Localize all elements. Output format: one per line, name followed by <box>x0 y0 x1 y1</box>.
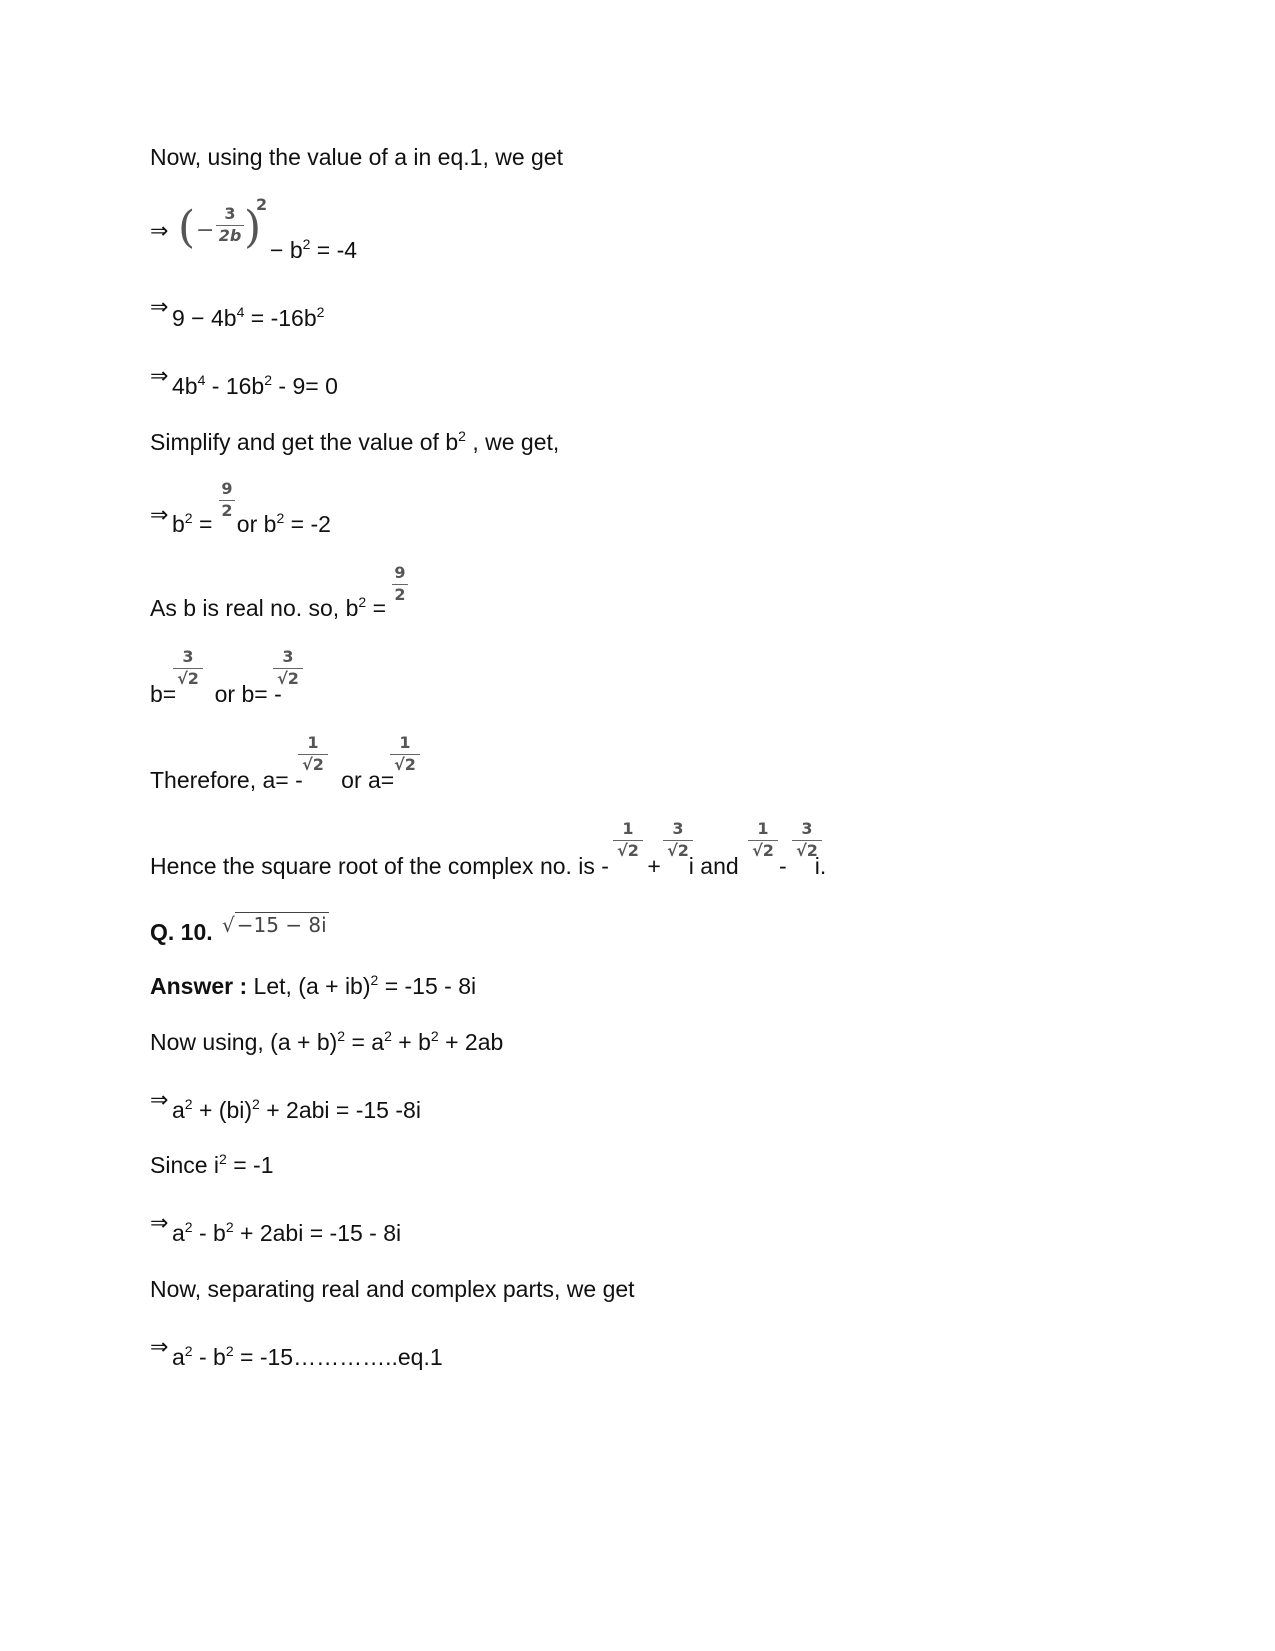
fraction-3-over-sqrt2 <box>663 820 693 860</box>
text-span: 4b <box>172 373 198 399</box>
text-span: = -2 <box>284 511 331 537</box>
numerator: 3 <box>224 204 236 223</box>
open-paren: ( <box>178 202 196 253</box>
text-line <box>270 236 357 264</box>
numerator: 3 <box>672 819 684 838</box>
text-span: or a= <box>334 767 395 793</box>
text-span: - b <box>192 1220 226 1246</box>
text-line <box>172 1096 421 1124</box>
text-span: 9 − 4b <box>172 305 237 331</box>
denominator: √2 <box>617 841 639 860</box>
superscript: 2 <box>184 1219 193 1235</box>
text-line: Now, separating real and complex parts, we get <box>150 1276 635 1302</box>
superscript: 2 <box>184 510 193 526</box>
text-span: + <box>640 853 661 879</box>
text-span: , we get, <box>465 429 560 455</box>
implies-arrow: ⇒ <box>150 502 169 527</box>
implies-arrow: ⇒ <box>150 294 169 319</box>
text-span: - b <box>192 1344 226 1370</box>
text-span: Hence the square root of the complex no. is - <box>150 853 609 879</box>
denominator: 2b <box>218 226 242 245</box>
superscript: 2 <box>458 428 466 444</box>
text-line <box>172 1343 443 1371</box>
text-line <box>172 372 338 400</box>
text-span: = -1 <box>226 1152 274 1178</box>
superscript: 2 <box>184 1343 193 1359</box>
numerator: 1 <box>622 819 634 838</box>
text-span: or b= - <box>208 681 282 707</box>
text-span: + 2ab <box>438 1029 504 1055</box>
text-span: = <box>366 595 387 621</box>
text-span: = a <box>345 1029 385 1055</box>
denominator: √2 <box>796 841 818 860</box>
superscript: 4 <box>197 372 206 388</box>
text-span: - <box>772 853 787 879</box>
superscript: 2 <box>316 304 325 320</box>
implies-arrow: ⇒ <box>150 363 169 388</box>
fraction-1-over-sqrt2 <box>613 820 643 860</box>
denominator: √2 <box>302 755 324 774</box>
text-line <box>172 510 331 538</box>
superscript: 2 <box>384 1028 392 1044</box>
text-span: i and <box>688 853 739 879</box>
exponent-value: 2 <box>256 195 268 214</box>
sqrt-expression: √ −15 − 8i <box>222 913 327 937</box>
superscript: 2 <box>225 1343 234 1359</box>
text-line <box>150 1151 274 1179</box>
denominator: 2 <box>394 585 406 604</box>
fraction-3-over-sqrt2 <box>273 648 303 688</box>
superscript: 2 <box>184 1096 193 1112</box>
superscript: 2 <box>302 236 311 252</box>
fraction-3-over-sqrt2 <box>173 648 203 688</box>
implies-arrow: ⇒ <box>150 1210 169 1235</box>
numerator: 1 <box>757 819 769 838</box>
text-line <box>150 428 559 456</box>
fraction-9-over-2 <box>219 480 235 520</box>
fraction-3-over-2b <box>216 205 244 245</box>
text-span: Since i <box>150 1152 220 1178</box>
numerator: 3 <box>182 647 194 666</box>
denominator: √2 <box>752 841 774 860</box>
superscript: 2 <box>225 1219 234 1235</box>
denominator: 2 <box>221 501 233 520</box>
text-span: + (bi) <box>192 1097 253 1123</box>
text-span: − b <box>270 237 303 263</box>
text-span: - 16b <box>205 373 265 399</box>
text-span: = -16b <box>244 305 317 331</box>
question-number: Q. 10. <box>150 919 213 945</box>
text-span: + 2abi = -15 -8i <box>259 1097 421 1123</box>
implies-arrow: ⇒ <box>150 1334 169 1359</box>
numerator: 1 <box>307 733 319 752</box>
superscript: 2 <box>219 1151 227 1167</box>
superscript: 2 <box>337 1028 346 1044</box>
implies-arrow: ⇒ <box>150 1087 169 1112</box>
text-span: + b <box>391 1029 431 1055</box>
implies-arrow: ⇒ <box>150 218 169 243</box>
exponent-2 <box>256 196 267 214</box>
text-span: - 9= 0 <box>272 373 338 399</box>
text-line <box>172 1219 401 1247</box>
superscript: 2 <box>264 372 273 388</box>
text-span: As b is real no. so, b <box>150 595 359 621</box>
text-span: + 2abi = -15 - 8i <box>233 1220 402 1246</box>
text-span: a <box>172 1097 185 1123</box>
close-paren: ) <box>244 202 262 253</box>
text-span: a <box>172 1220 185 1246</box>
text-line <box>150 594 386 622</box>
text-span: = -15…………..eq.1 <box>233 1344 443 1370</box>
answer-line <box>150 972 476 1000</box>
superscript: 2 <box>252 1096 260 1112</box>
minus-sign: − <box>196 218 215 243</box>
text-span: a <box>172 1344 185 1370</box>
numerator: 9 <box>221 479 233 498</box>
denominator: √2 <box>667 841 689 860</box>
numerator: 9 <box>394 563 406 582</box>
text-span: Therefore, a= - <box>150 767 303 793</box>
text-line <box>150 852 826 880</box>
text-span: = <box>192 511 213 537</box>
answer-label: Answer : <box>150 973 248 999</box>
fraction-9-over-2 <box>392 564 408 604</box>
text-span: = -15 - 8i <box>378 973 477 999</box>
text-line <box>172 304 324 332</box>
text-span: Simplify and get the value of b <box>150 429 459 455</box>
text-line: Now, using the value of a in eq.1, we get <box>150 144 563 170</box>
text-line <box>150 766 394 794</box>
numerator: 3 <box>282 647 294 666</box>
denominator: √2 <box>277 669 299 688</box>
denominator: √2 <box>394 755 416 774</box>
fraction-3-over-sqrt2 <box>792 820 822 860</box>
denominator: √2 <box>177 669 199 688</box>
fraction-1-over-sqrt2 <box>298 734 328 774</box>
text-line <box>150 1028 503 1056</box>
superscript: 2 <box>358 594 367 610</box>
text-span: b <box>172 511 185 537</box>
text-span: or b <box>230 511 277 537</box>
superscript: 2 <box>276 510 285 526</box>
numerator: 3 <box>801 819 813 838</box>
text-span: Now using, (a + b) <box>150 1029 338 1055</box>
text-span: = -4 <box>310 237 358 263</box>
numerator: 1 <box>399 733 411 752</box>
superscript: 2 <box>430 1028 439 1044</box>
text-span: i. <box>814 853 827 879</box>
fraction-1-over-sqrt2 <box>390 734 420 774</box>
radicand: −15 − 8i <box>236 913 327 937</box>
text-span: Let, (a + ib) <box>247 973 371 999</box>
fraction-1-over-sqrt2 <box>748 820 778 860</box>
superscript: 4 <box>236 304 245 320</box>
superscript: 2 <box>370 972 379 988</box>
text-line <box>150 680 282 708</box>
text-span: b= <box>150 681 177 707</box>
